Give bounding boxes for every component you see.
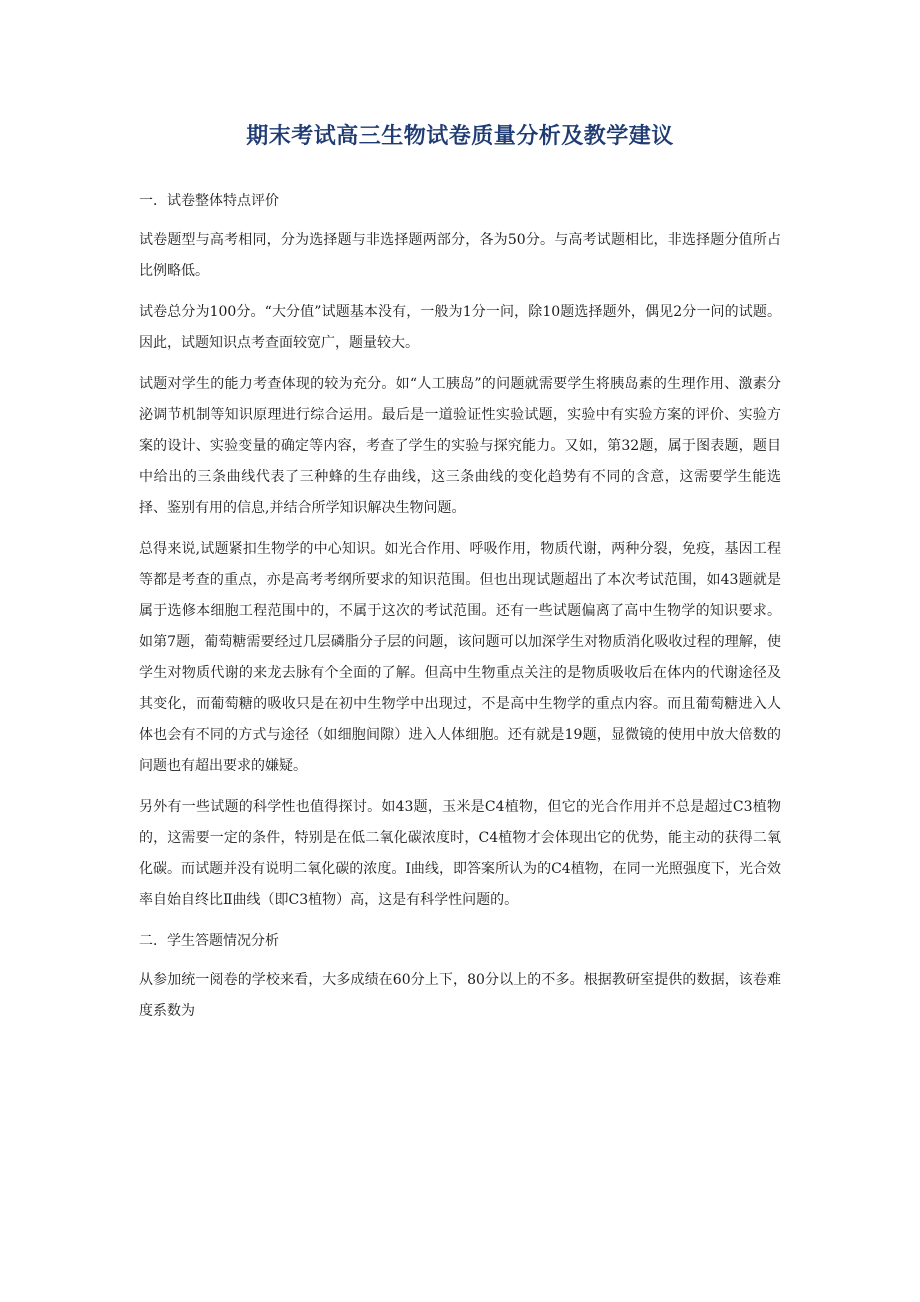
paragraph-total-score: 试卷总分为100分。“大分值”试题基本没有，一般为1分一问，除10题选择题外，偶见2分一问的试题。因此，试题知识点考查面较宽广，题量较大。 (139, 304, 781, 351)
section-heading-2: 二．学生答题情况分析 (139, 933, 279, 949)
paragraph-student-results: 从参加统一阅卷的学校来看，大多成绩在60分上下，80分以上的不多。根据教研室提供的数据，该卷难度系数为 (139, 972, 781, 1019)
section-heading-1: 一．试卷整体特点评价 (139, 193, 279, 209)
document-title: 期末考试高三生物试卷质量分析及教学建议 (246, 123, 674, 149)
paragraph-ability-assessment: 试题对学生的能力考查体现的较为充分。如“人工胰岛”的问题就需要学生将胰岛素的生理作用、激素分泌调节机制等知识原理进行综合运用。最后是一道验证性实验试题，实验中有实验方案的评价、实验方案的设计、实验变量的确定等内容，考查了学生的实验与探究能力。又如，第32题，属于图表题，题目中给出的三条曲线代表了三种蜂的生存曲线，这三条曲线的变化趋势有不同的含意，这需要学生能选择、鉴别有用的信息,并结合所学知识解决生物问题。 (139, 376, 781, 516)
paragraph-scientific-issues: 另外有一些试题的科学性也值得探讨。如43题，玉米是C4植物，但它的光合作用并不总是超过C3植物的，这需要一定的条件，特别是在低二氧化碳浓度时，C4植物才会体现出它的优势，能主动的获得二氧化碳。而试题并没有说明二氧化碳的浓度。Ⅰ曲线，即答案所认为的C4植物，在同一光照强度下，光合效率自始自终比Ⅱ曲线（即C3植物）高，这是有科学性问题的。 (139, 799, 781, 908)
paragraph-core-knowledge: 总得来说,试题紧扣生物学的中心知识。如光合作用、呼吸作用，物质代谢，两种分裂，免疫，基因工程等都是考查的重点，亦是高考考纲所要求的知识范围。但也出现试题超出了本次考试范围，如43题就是属于选修本细胞工程范围中的，不属于这次的考试范围。还有一些试题偏离了高中生物学的知识要求。如第7题，葡萄糖需要经过几层磷脂分子层的问题，该问题可以加深学生对物质消化吸收过程的理解，使学生对物质代谢的来龙去脉有个全面的了解。但高中生物重点关注的是物质吸收后在体内的代谢途径及其变化，而葡萄糖的吸收只是在初中生物学中出现过，不是高中生物学的重点内容。而且葡萄糖进入人体也会有不同的方式与途径（如细胞间隙）进入人体细胞。还有就是19题，显微镜的使用中放大倍数的问题也有超出要求的嫌疑。 (139, 541, 781, 774)
paragraph-exam-format: 试卷题型与高考相同，分为选择题与非选择题两部分，各为50分。与高考试题相比，非选择题分值所占比例略低。 (139, 232, 781, 279)
document-body (139, 186, 781, 1037)
